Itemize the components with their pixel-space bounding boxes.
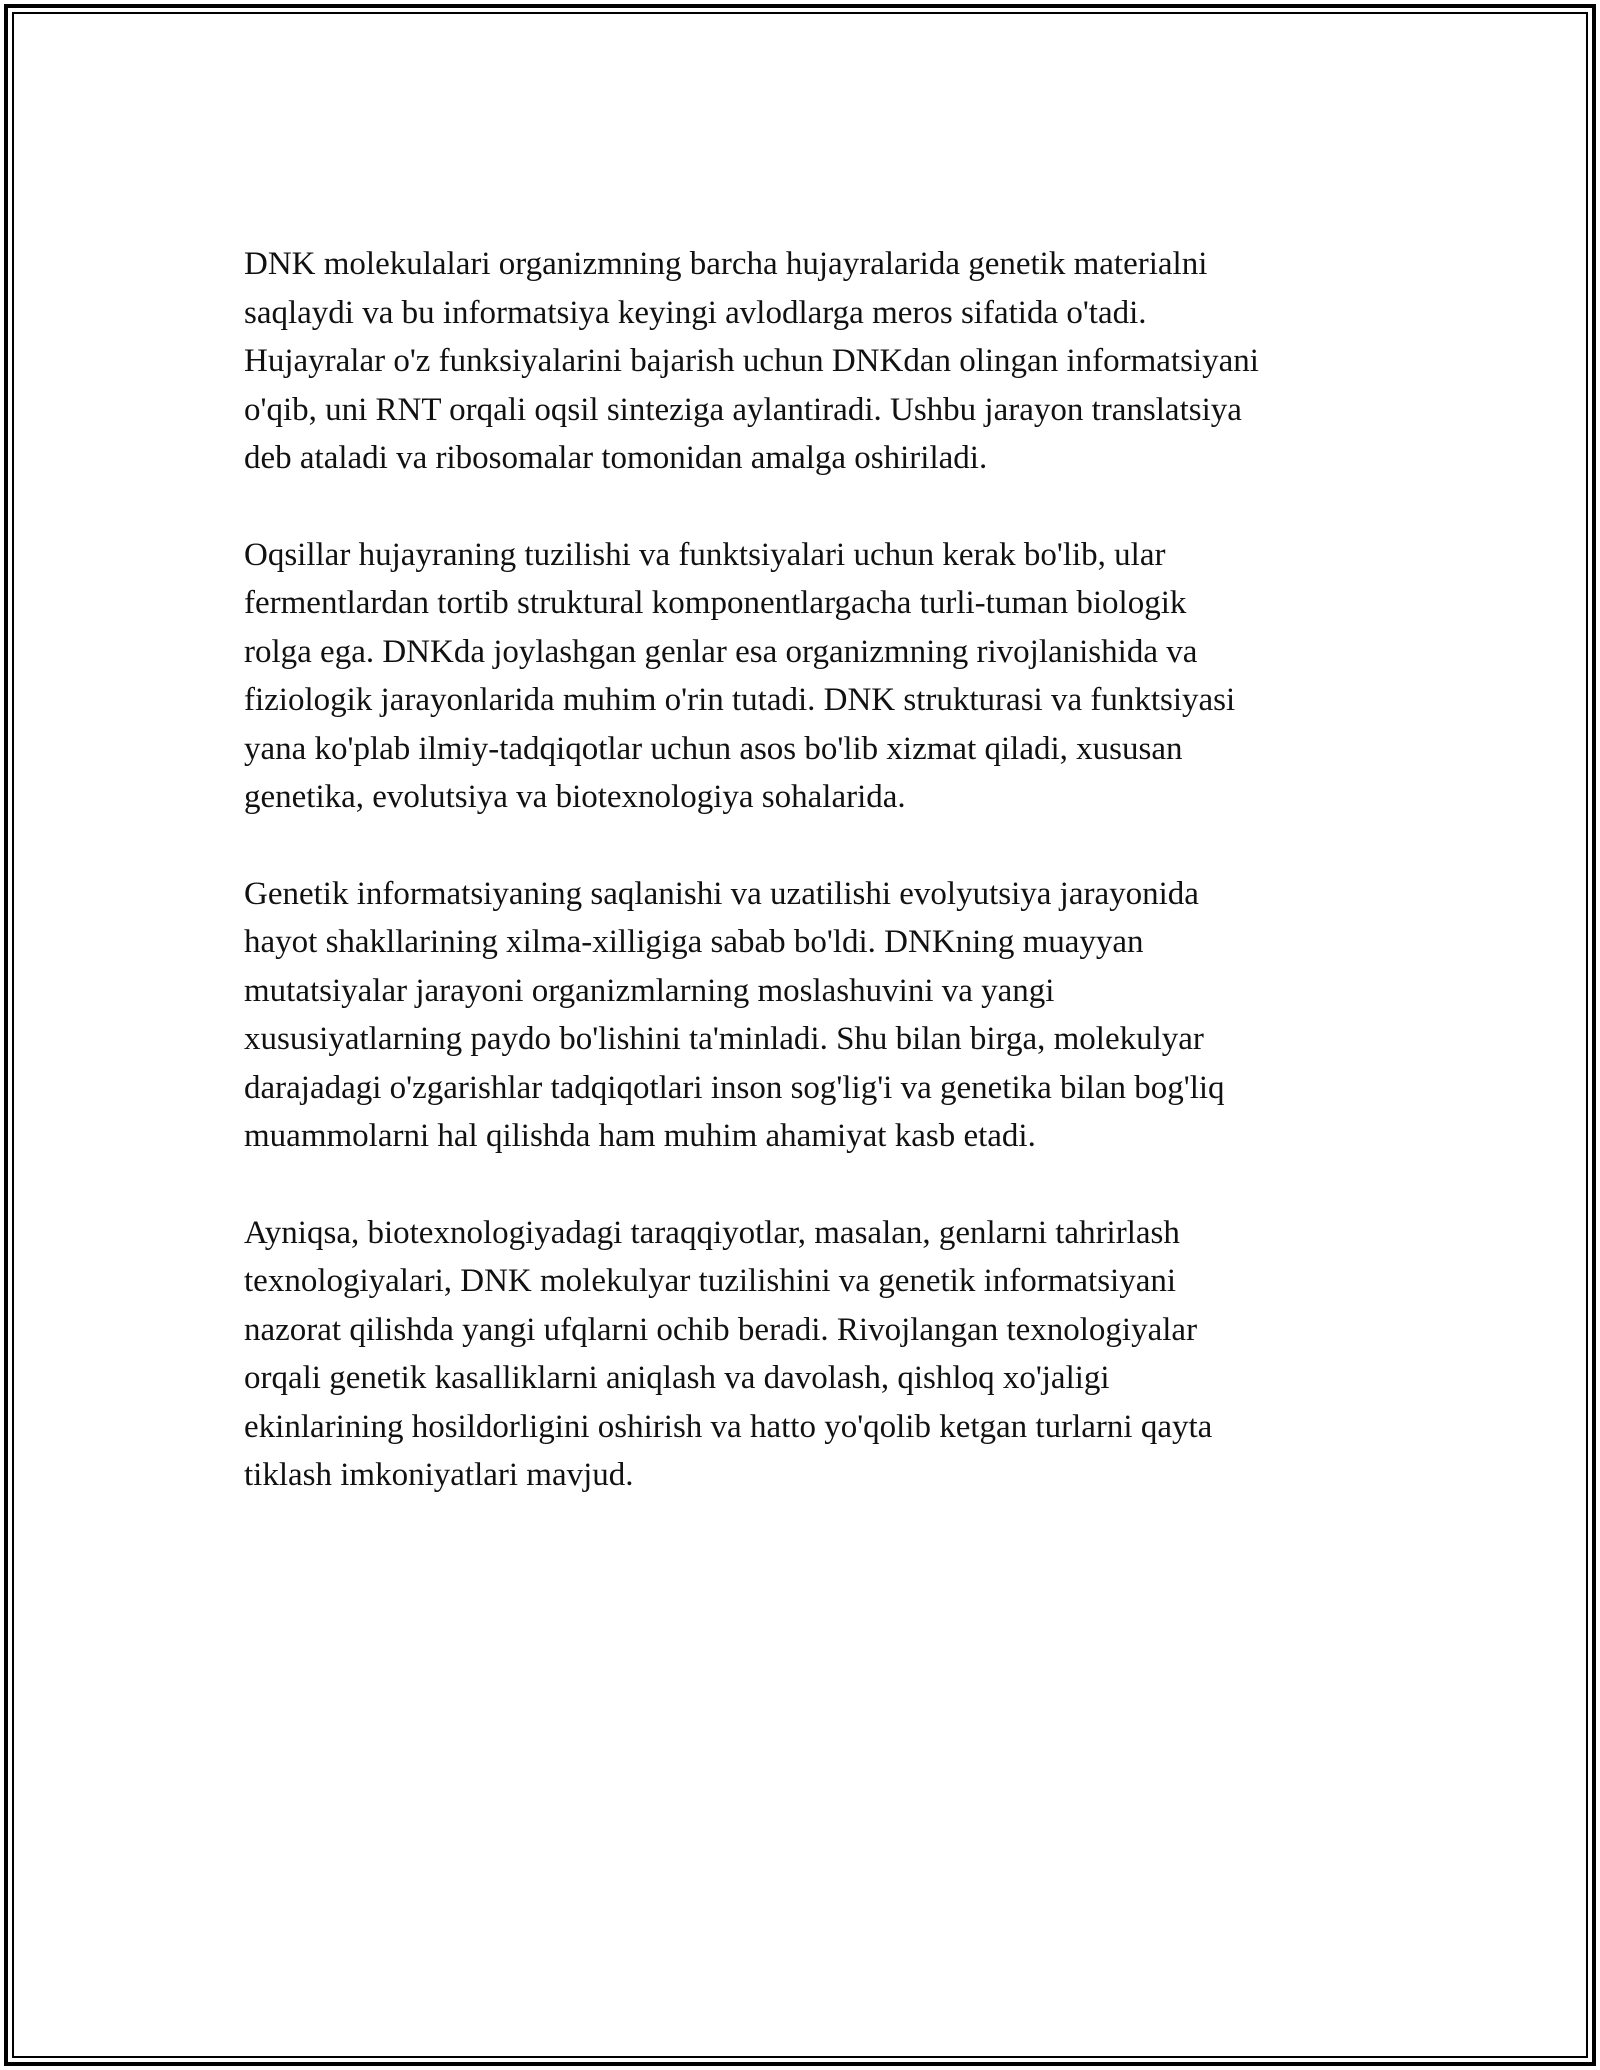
page-border bbox=[4, 4, 1596, 2066]
document-body bbox=[244, 240, 1384, 1548]
paragraph-3: Genetik informatsiyaning saqlanishi va uzatilishi evolyutsiya jarayonida hayot shakllarining xilma-xilligiga sabab bo'ldi. DNKning muayyan mutatsiyalar jarayoni organizmlarning moslashuvini va yangi xususiyatlarning paydo bo'lishini ta'minladi. Shu bilan birga, molekulyar darajadagi o'zgarishlar tadqiqotlari inson sog'lig'i va genetika bilan bog'liq muammolarni hal qilishda ham muhim ahamiyat kasb etadi. bbox=[244, 875, 1225, 1154]
paragraph-4: Ayniqsa, biotexnologiyadagi taraqqiyotlar, masalan, genlarni tahrirlash texnologiyalari, DNK molekulyar tuzilishini va genetik informatsiyani nazorat qilishda yangi ufqlarni ochib beradi. Rivojlangan texnologiyalar orqali genetik kasalliklarni aniqlash va davolash, qishloq xo'jaligi ekinlarining hosildorligini oshirish va hatto yo'qolib ketgan turlarni qayta tiklash imkoniyatlari mavjud. bbox=[244, 1214, 1213, 1493]
paragraph-1: DNK molekulalari organizmning barcha hujayralarida genetik materialni saqlaydi va bu informatsiya keyingi avlodlarga meros sifatida o'tadi. Hujayralar o'z funksiyalarini bajarish uchun DNKdan olingan informatsiyani o'qib, uni RNT orqali oqsil sinteziga aylantiradi. Ushbu jarayon translatsiya deb ataladi va ribosomalar tomonidan amalga oshiriladi. bbox=[244, 246, 1259, 476]
paragraph-2: Oqsillar hujayraning tuzilishi va funktsiyalari uchun kerak bo'lib, ular fermentlardan tortib struktural komponentlargacha turli-tuman biologik rolga ega. DNKda joylashgan genlar esa organizmning rivojlanishida va fiziologik jarayonlarida muhim o'rin tutadi. DNK strukturasi va funktsiyasi yana ko'plab ilmiy-tadqiqotlar uchun asos bo'lib xizmat qiladi, xususan genetika, evolutsiya va biotexnologiya sohalarida. bbox=[244, 536, 1236, 815]
